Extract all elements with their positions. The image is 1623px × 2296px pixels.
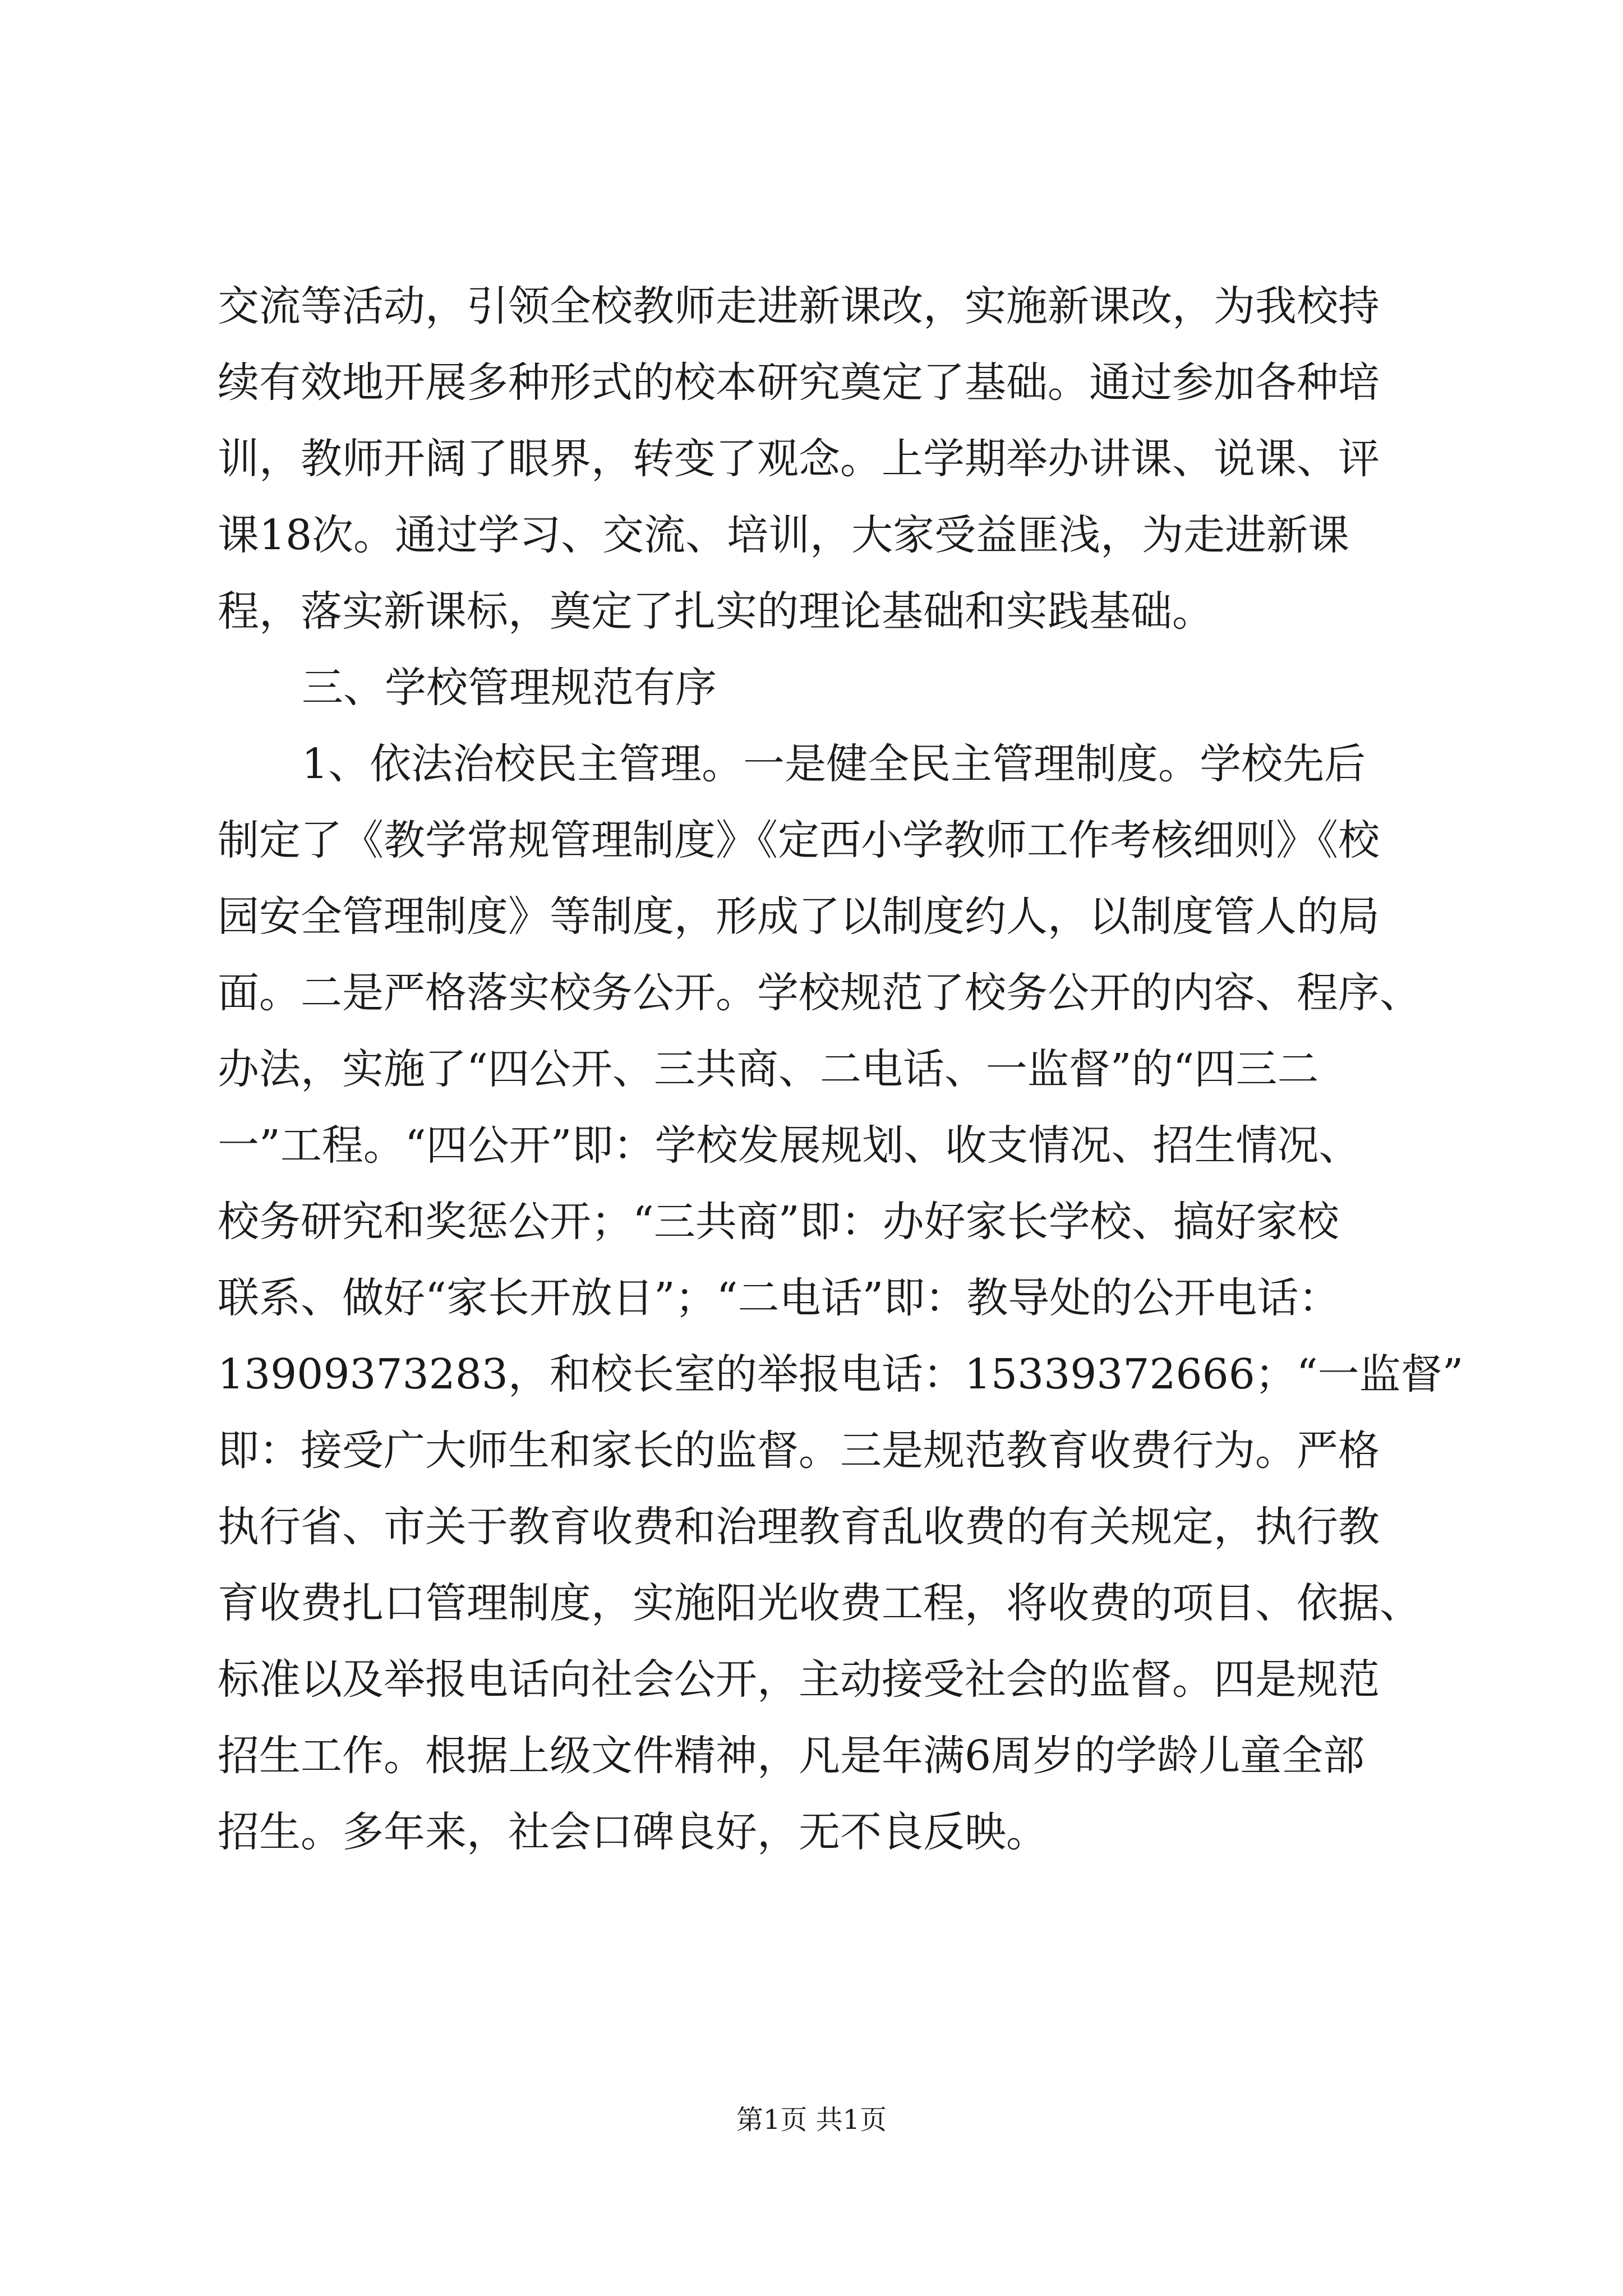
paragraph-line: 训，教师开阔了眼界，转变了观念。上学期举办讲课、说课、评 (218, 435, 1380, 483)
paragraph-line: 制定了《教学常规管理制度》《定西小学教师工作考核细则》《校 (218, 816, 1380, 864)
paragraph-line: 园安全管理制度》等制度，形成了以制度约人，以制度管人的局 (218, 892, 1380, 941)
paragraph-line: 办法，实施了“四公开、三共商、二电话、一监督”的“四三二 (218, 1045, 1319, 1093)
paragraph-line: 执行省、市关于教育收费和治理教育乱收费的有关规定，执行教 (218, 1503, 1380, 1551)
page-footer (0, 2098, 1623, 2137)
document-body (218, 268, 1464, 1870)
paragraph-line: 程，落实新课标，奠定了扎实的理论基础和实践基础。 (218, 587, 1214, 636)
page-number: 第1页 共1页 (736, 2104, 887, 2136)
paragraph-line: 联系、做好“家长开放日”；“二电话”即：教导处的公开电话： (218, 1274, 1340, 1322)
paragraph-line: 课18次。通过学习、交流、培训，大家受益匪浅，为走进新课 (218, 511, 1350, 559)
paragraph-line: 招生。多年来，社会口碑良好，无不良反映。 (218, 1808, 1048, 1856)
paragraph-line: 校务研究和奖惩公开；“三共商”即：办好家长学校、搞好家校 (218, 1198, 1339, 1246)
paragraph-line: 育收费扎口管理制度，实施阳光收费工程，将收费的项目、依据、 (218, 1579, 1421, 1627)
paragraph-line: 一”工程。“四公开”即：学校发展规划、收支情况、招生情况、 (218, 1121, 1361, 1170)
paragraph-line: 面。二是严格落实校务公开。学校规范了校务公开的内容、程序、 (218, 969, 1421, 1017)
paragraph-line: 标准以及举报电话向社会公开，主动接受社会的监督。四是规范 (218, 1655, 1380, 1704)
paragraph-line: 1、依法治校民主管理。一是健全民主管理制度。学校先后 (302, 740, 1366, 788)
paragraph-line: 交流等活动，引领全校教师走进新课改，实施新课改，为我校持 (218, 282, 1380, 330)
paragraph-line: 续有效地开展多种形式的校本研究奠定了基础。通过参加各种培 (218, 358, 1380, 407)
section-heading: 三、学校管理规范有序 (302, 664, 717, 712)
paragraph-line: 13909373283，和校长室的举报电话：15339372666；“一监督” (218, 1350, 1464, 1398)
paragraph-line: 即：接受广大师生和家长的监督。三是规范教育收费行为。严格 (218, 1427, 1380, 1475)
paragraph-line: 招生工作。根据上级文件精神，凡是年满6周岁的学龄儿童全部 (218, 1732, 1365, 1780)
